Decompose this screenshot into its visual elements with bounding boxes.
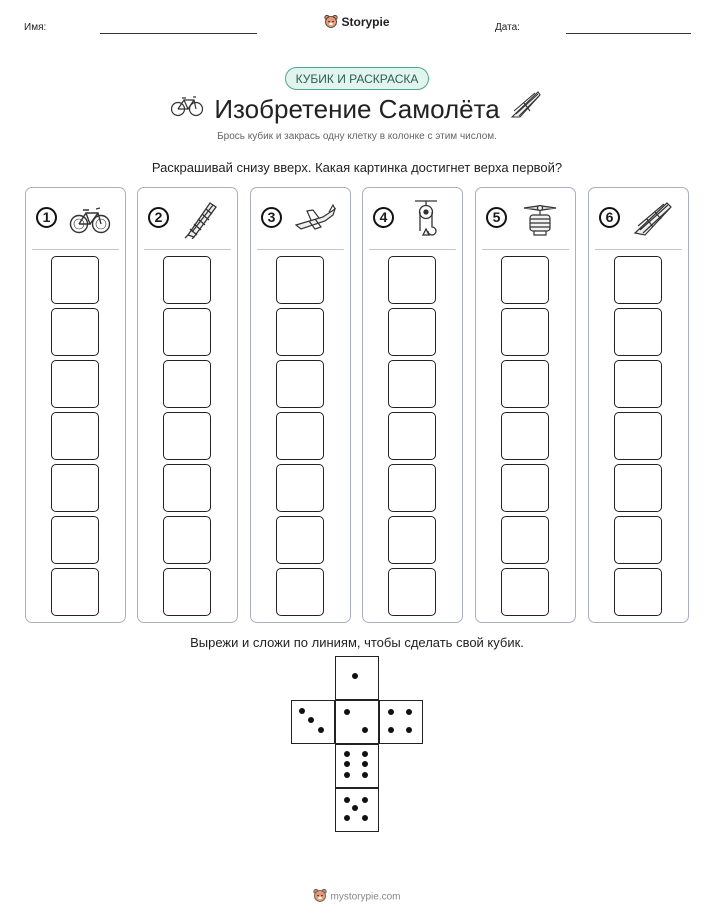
die-pip bbox=[406, 709, 412, 715]
die-pip bbox=[318, 727, 324, 733]
column-divider bbox=[595, 249, 682, 250]
coloring-cell[interactable] bbox=[276, 412, 324, 460]
coloring-cell[interactable] bbox=[388, 256, 436, 304]
coloring-cell[interactable] bbox=[501, 360, 549, 408]
subtitle: Брось кубик и закрась одну клетку в колонке с этим числом. bbox=[217, 131, 497, 142]
coloring-cell[interactable] bbox=[614, 568, 662, 616]
coloring-cell[interactable] bbox=[501, 464, 549, 512]
die-face-4 bbox=[379, 700, 423, 744]
coloring-cell[interactable] bbox=[614, 256, 662, 304]
die-face-2 bbox=[335, 700, 379, 744]
footer-url: mystorypie.com bbox=[330, 891, 401, 903]
coloring-cell[interactable] bbox=[276, 360, 324, 408]
instruction-text: Раскрашивай снизу вверх. Какая картинка достигнет верха первой? bbox=[151, 160, 563, 175]
column-divider bbox=[257, 249, 344, 250]
die-pip bbox=[388, 727, 394, 733]
column-2 bbox=[137, 187, 238, 623]
column-number: 4 bbox=[373, 207, 394, 228]
die-pip bbox=[344, 751, 350, 757]
die-pip bbox=[352, 673, 358, 679]
coloring-cell[interactable] bbox=[614, 360, 662, 408]
bear-icon bbox=[313, 888, 327, 906]
brand-name: Storypie bbox=[341, 15, 390, 30]
column-4 bbox=[362, 187, 463, 623]
coloring-cell[interactable] bbox=[501, 412, 549, 460]
propeller-engine-icon bbox=[518, 199, 562, 239]
column-number: 5 bbox=[486, 207, 507, 228]
coloring-cell[interactable] bbox=[163, 256, 211, 304]
coloring-cell[interactable] bbox=[163, 516, 211, 564]
coloring-cell[interactable] bbox=[388, 308, 436, 356]
date-label: Дата: bbox=[495, 22, 520, 33]
die-pip bbox=[362, 751, 368, 757]
coloring-cell[interactable] bbox=[501, 256, 549, 304]
die-face-5 bbox=[335, 788, 379, 832]
column-6 bbox=[588, 187, 689, 623]
coloring-cell[interactable] bbox=[163, 308, 211, 356]
coloring-cell[interactable] bbox=[163, 360, 211, 408]
column-divider bbox=[369, 249, 456, 250]
die-pip bbox=[362, 797, 368, 803]
die-pip bbox=[406, 727, 412, 733]
die-pip bbox=[308, 717, 314, 723]
column-number: 3 bbox=[261, 207, 282, 228]
column-3 bbox=[250, 187, 351, 623]
coloring-cell[interactable] bbox=[51, 308, 99, 356]
coloring-cell[interactable] bbox=[276, 516, 324, 564]
name-line bbox=[100, 33, 257, 34]
column-divider bbox=[32, 249, 119, 250]
column-divider bbox=[482, 249, 569, 250]
wing-icon bbox=[508, 89, 542, 121]
cut-instruction: Вырежи и сложи по линиям, чтобы сделать свой кубик. bbox=[190, 635, 524, 650]
coloring-cell[interactable] bbox=[614, 516, 662, 564]
die-pip bbox=[362, 727, 368, 733]
coloring-cell[interactable] bbox=[51, 360, 99, 408]
bicycle-icon bbox=[68, 199, 112, 239]
coloring-cell[interactable] bbox=[388, 464, 436, 512]
die-pip bbox=[299, 708, 305, 714]
coloring-cell[interactable] bbox=[388, 412, 436, 460]
die-pip bbox=[344, 761, 350, 767]
wing-icon bbox=[631, 199, 675, 239]
coloring-cell[interactable] bbox=[51, 256, 99, 304]
die-pip bbox=[352, 805, 358, 811]
category-badge: КУБИК И РАСКРАСКА bbox=[285, 67, 429, 90]
footer bbox=[0, 888, 714, 906]
coloring-cell[interactable] bbox=[614, 412, 662, 460]
coloring-cell[interactable] bbox=[501, 516, 549, 564]
die-face-1 bbox=[335, 656, 379, 700]
coloring-cell[interactable] bbox=[388, 516, 436, 564]
name-label: Имя: bbox=[24, 22, 47, 33]
die-pip bbox=[344, 709, 350, 715]
column-number: 2 bbox=[148, 207, 169, 228]
brand-logo bbox=[0, 14, 714, 32]
coloring-cell[interactable] bbox=[51, 464, 99, 512]
coloring-cell[interactable] bbox=[163, 568, 211, 616]
die-pip bbox=[344, 815, 350, 821]
coloring-cell[interactable] bbox=[276, 464, 324, 512]
airplane-icon bbox=[293, 199, 337, 239]
pulley-icon bbox=[405, 199, 449, 239]
coloring-cell[interactable] bbox=[614, 308, 662, 356]
column-number: 1 bbox=[36, 207, 57, 228]
die-pip bbox=[344, 797, 350, 803]
date-line bbox=[566, 33, 691, 34]
die-pip bbox=[388, 709, 394, 715]
die-pip bbox=[362, 761, 368, 767]
die-pip bbox=[344, 772, 350, 778]
die-face-6 bbox=[335, 744, 379, 788]
coloring-cell[interactable] bbox=[388, 360, 436, 408]
coloring-cell[interactable] bbox=[501, 308, 549, 356]
page-title: Изобретение Самолёта bbox=[214, 94, 500, 124]
coloring-cell[interactable] bbox=[388, 568, 436, 616]
coloring-cell[interactable] bbox=[501, 568, 549, 616]
coloring-cell[interactable] bbox=[163, 464, 211, 512]
coloring-cell[interactable] bbox=[276, 568, 324, 616]
coloring-cell[interactable] bbox=[614, 464, 662, 512]
coloring-cell[interactable] bbox=[51, 412, 99, 460]
die-pip bbox=[362, 772, 368, 778]
coloring-cell[interactable] bbox=[51, 516, 99, 564]
die-pip bbox=[362, 815, 368, 821]
bear-icon bbox=[324, 14, 338, 32]
column-number: 6 bbox=[599, 207, 620, 228]
coloring-cell[interactable] bbox=[276, 256, 324, 304]
coloring-cell[interactable] bbox=[276, 308, 324, 356]
column-1 bbox=[25, 187, 126, 623]
column-5 bbox=[475, 187, 576, 623]
coloring-cell[interactable] bbox=[163, 412, 211, 460]
column-divider bbox=[144, 249, 231, 250]
rope-icon bbox=[180, 199, 224, 239]
coloring-cell[interactable] bbox=[51, 568, 99, 616]
die-face-3 bbox=[291, 700, 335, 744]
